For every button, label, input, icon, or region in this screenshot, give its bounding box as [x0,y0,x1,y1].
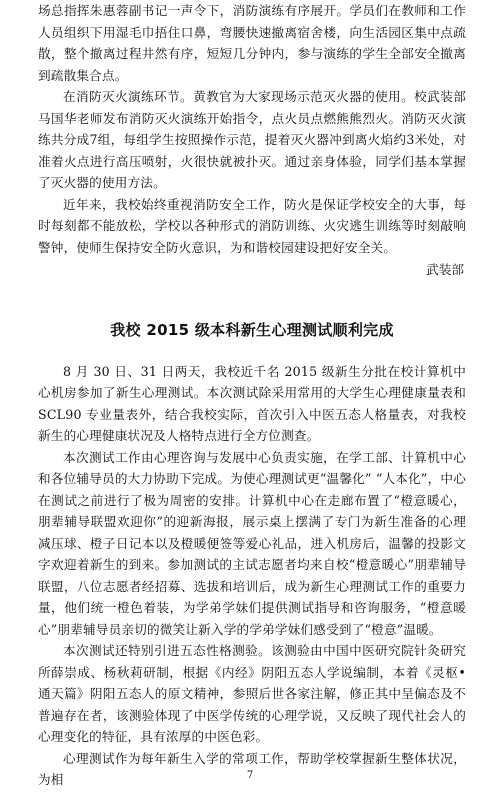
article-title: 我校 2015 级本科新生心理测试顺利完成 [110,320,394,339]
paragraph: 本次测试工作由心理咨询与发展中心负责实施，在学工部、计算机中心和各位辅导员的大力协助下完成。为使心理测试更“温馨化” “人本化”，中心在测试之前进行了极为周密的安排。计算机中心在走廊布置了“橙意暖心，朋辈辅导联盟欢迎你”的迎新海报，展示桌上摆满了专门为新生准备的心理减压球、橙子日记本以及橙暖便签等爱心礼品，进入机房后，温馨的投影文字欢迎着新生的到来。参加测试的主试志愿者均来自校“橙意暖心”朋辈辅导联盟，八位志愿者经招募、选拔和培训后，成为新生心理测试工作的重要力量，他们统一橙色着装，为学弟学妹们提供测试指导和咨询服务，“橙意暖心”朋辈辅导员亲切的微笑让新入学的学弟学妹们感受到了“橙意”温暖。 [38,449,466,637]
article-psych-test [38,319,466,791]
paragraph: 本次测试还特别引进五态性格测验。该测验由中国中医研究院针灸研究所薛崇成、杨秋莉研制，根据《内经》阴阳五态人学说编制，本着《灵枢•通天篇》阴阳五态人的原文精神，参照后世各家注解，修正其中呈偏态及不普遍存在者，该测验体现了中医学传统的心理学说，又反映了现代社会人的心理变化的特征，具有浓厚的中医色彩。 [38,643,466,744]
article-fire-drill [38,0,466,281]
paragraph: 场总指挥朱惠蓉副书记一声令下，消防演练有序展开。学员们在教师和工作人员组织下用湿毛巾捂住口鼻，弯腰快速撤离宿舍楼，向生活园区集中点疏散，整个撤离过程井然有序，短短几分钟内，参与演练的学生全部安全撤离到疏散集合点。 [38,3,466,83]
paragraph: 近年来，我校始终重视消防安全工作，防火是保证学校安全的大事，每时每刻都不能放松，学校以各种形式的消防训练、火灾逃生训练等时刻敲响警钟，使师生保持安全防火意识，为和谐校园建设把好安全关。 [38,196,466,255]
paragraph: 心理测试作为每年新生入学的常项工作，帮助学校掌握新生整体状况，为相 [38,750,466,787]
paragraph: 8 月 30 日、31 日两天，我校近千名 2015 级新生分批在校计算机中心机房参加了新生心理测试。本次测试除采用常用的大学生心理健康量表和 SCL90 专业量表外，结合我校实际，首次引入中医五态人格量表，对我校新生的心理健康状况及人格特点进行全方位测查。 [38,363,466,443]
author-signature: 武装部 [426,262,464,277]
page-number: 7 [246,770,254,781]
document-page [38,0,466,791]
paragraph: 在消防灭火演练环节。黄教官为大家现场示范灭火器的使用。校武装部马国华老师发布消防灭火演练开始指令，点火员点燃熊熊烈火。消防灭火演练共分成7组，每组学生按照操作示范，提着灭火器冲到离火焰约3米处，对准着火点进行高压喷射，火很快就被扑灭。通过亲身体验，同学们基本掌握了灭火器的使用方法。 [38,89,466,190]
